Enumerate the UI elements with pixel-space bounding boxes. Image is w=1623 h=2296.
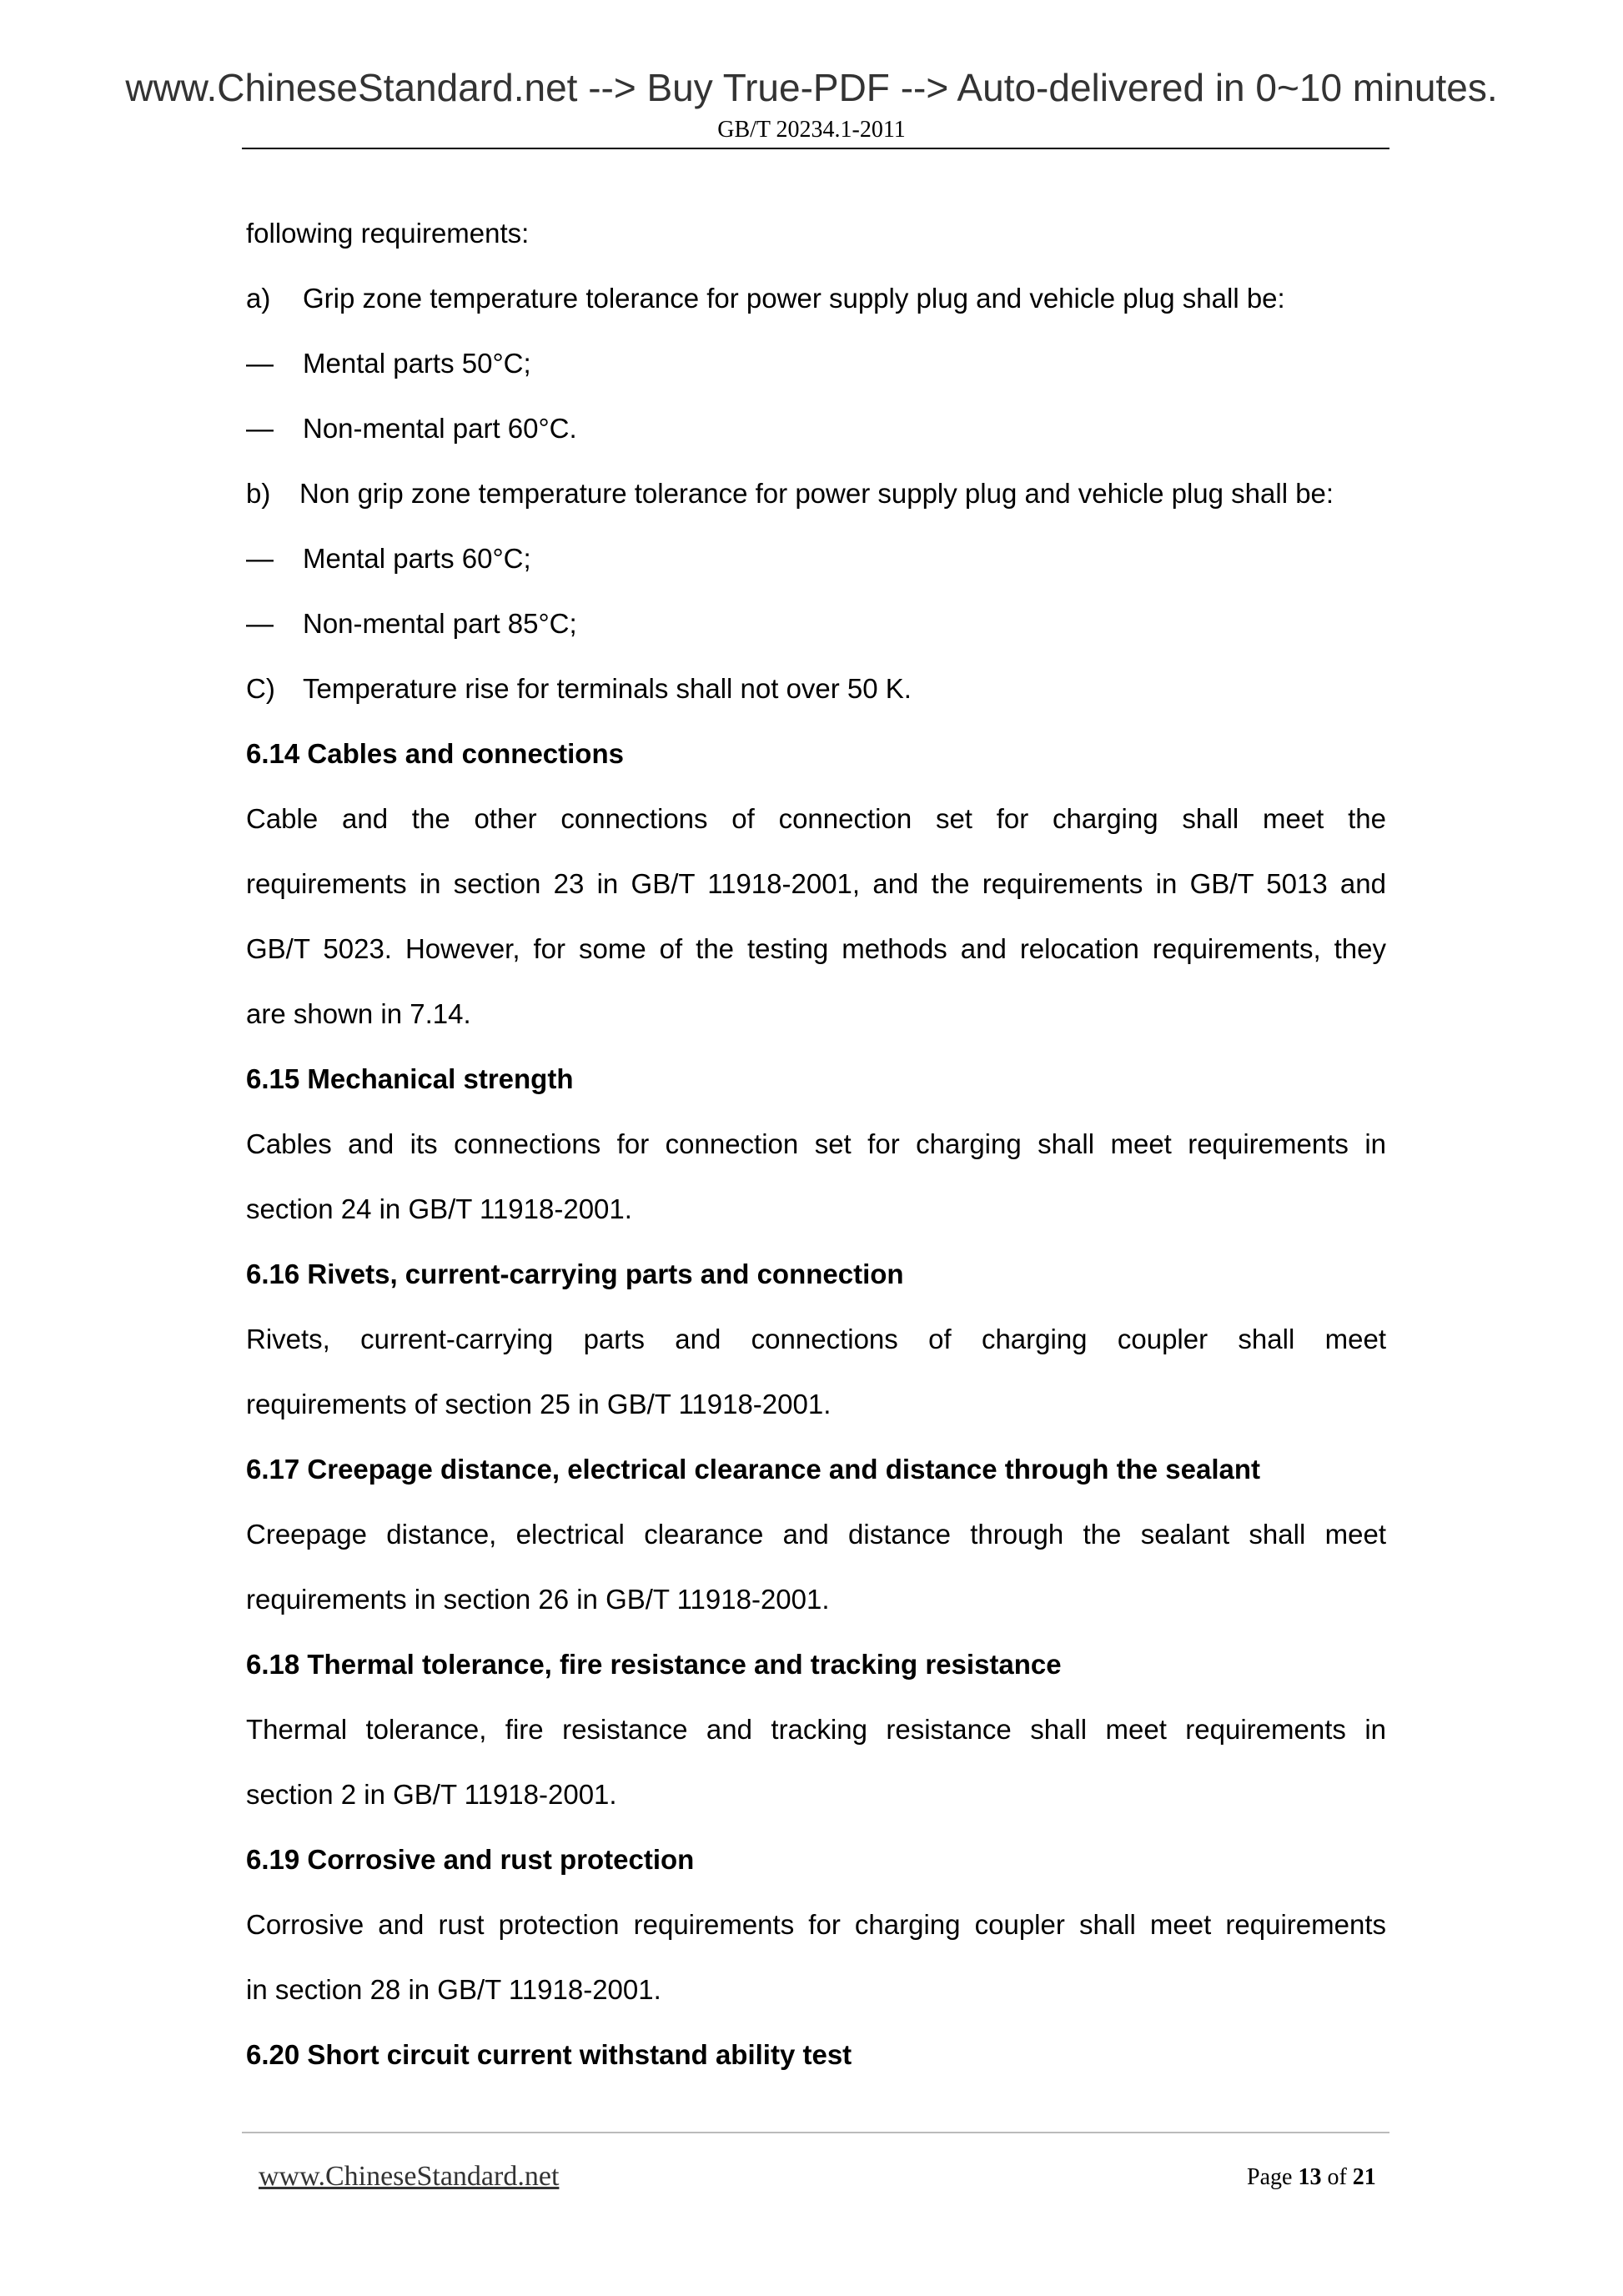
list-item-text: Non grip zone temperature tolerance for power supply plug and vehicle plug shall be:: [299, 478, 1334, 509]
dash-item: [246, 347, 1386, 380]
header-rule: [242, 148, 1389, 149]
dash-item: [246, 607, 1386, 641]
paragraph-line: requirements in section 26 in GB/T 11918-2001.: [246, 1584, 830, 1615]
section-heading-6-19: 6.19 Corrosive and rust protection: [246, 1844, 695, 1875]
paragraph-line: section 24 in GB/T 11918-2001.: [246, 1193, 632, 1224]
page-of: of: [1327, 2164, 1347, 2190]
paragraph-line: requirements of section 25 in GB/T 11918-2001.: [246, 1389, 832, 1419]
site-banner: www.ChineseStandard.net --> Buy True-PDF --> Auto-delivered in 0~10 minutes.: [125, 66, 1498, 109]
dash-item-text: Mental parts 60°C;: [303, 543, 531, 574]
footer-site-link[interactable]: www.ChineseStandard.net: [259, 2161, 560, 2192]
section-heading-6-16: 6.16 Rivets, current-carrying parts and connection: [246, 1259, 904, 1289]
section-heading-6-20: 6.20 Short circuit current withstand ability test: [246, 2039, 852, 2070]
list-item-text: Grip zone temperature tolerance for power supply plug and vehicle plug shall be:: [303, 283, 1285, 314]
paragraph-line: Rivets, current-carrying parts and connections of charging coupler shall meet: [246, 1324, 1386, 1354]
page-number: [1247, 2164, 1376, 2191]
paragraph-line: Thermal tolerance, fire resistance and tracking resistance shall meet requirements in: [246, 1714, 1386, 1745]
list-item-a: [246, 282, 1386, 315]
section-heading-6-14: 6.14 Cables and connections: [246, 738, 624, 769]
paragraph-line: GB/T 5023. However, for some of the testing methods and relocation requirements, they: [246, 933, 1386, 964]
standard-code: GB/T 20234.1-2011: [717, 117, 906, 143]
dash-item: [246, 412, 1386, 445]
dash-item-text: Mental parts 50°C;: [303, 348, 531, 379]
paragraph-line: requirements in section 23 in GB/T 11918-2001, and the requirements in GB/T 5013 and: [246, 868, 1386, 899]
paragraph-line: Corrosive and rust protection requirements for charging coupler shall meet requirements: [246, 1909, 1386, 1940]
section-heading-6-18: 6.18 Thermal tolerance, fire resistance and tracking resistance: [246, 1649, 1062, 1680]
section-heading-6-17: 6.17 Creepage distance, electrical clearance and distance through the sealant: [246, 1454, 1260, 1485]
list-item-c: [246, 672, 1386, 706]
dash-marker: —: [246, 413, 274, 444]
dash-item-text: Non-mental part 60°C.: [303, 413, 577, 444]
list-item-b: [246, 477, 1386, 510]
paragraph-line: following requirements:: [246, 218, 530, 249]
dash-item: [246, 542, 1386, 575]
dash-marker: —: [246, 348, 274, 379]
paragraph-line: Cables and its connections for connection set for charging shall meet requirements in: [246, 1128, 1386, 1159]
dash-item-text: Non-mental part 85°C;: [303, 608, 577, 639]
list-item-text: Temperature rise for terminals shall not over 50 K.: [303, 673, 912, 704]
section-heading-6-15: 6.15 Mechanical strength: [246, 1063, 574, 1094]
page-word: Page: [1247, 2164, 1293, 2190]
paragraph-line: are shown in 7.14.: [246, 998, 471, 1029]
paragraph-line: in section 28 in GB/T 11918-2001.: [246, 1974, 661, 2005]
page-total: 21: [1352, 2164, 1376, 2190]
dash-marker: —: [246, 543, 274, 574]
list-marker: C): [246, 673, 275, 704]
paragraph-line: Creepage distance, electrical clearance and distance through the sealant shall meet: [246, 1519, 1386, 1550]
list-marker: a): [246, 283, 271, 314]
list-marker: b): [246, 478, 271, 509]
paragraph-line: Cable and the other connections of connection set for charging shall meet the: [246, 803, 1386, 834]
paragraph-line: section 2 in GB/T 11918-2001.: [246, 1779, 617, 1810]
dash-marker: —: [246, 608, 274, 639]
page-current: 13: [1298, 2164, 1322, 2190]
footer-rule: [242, 2132, 1389, 2133]
